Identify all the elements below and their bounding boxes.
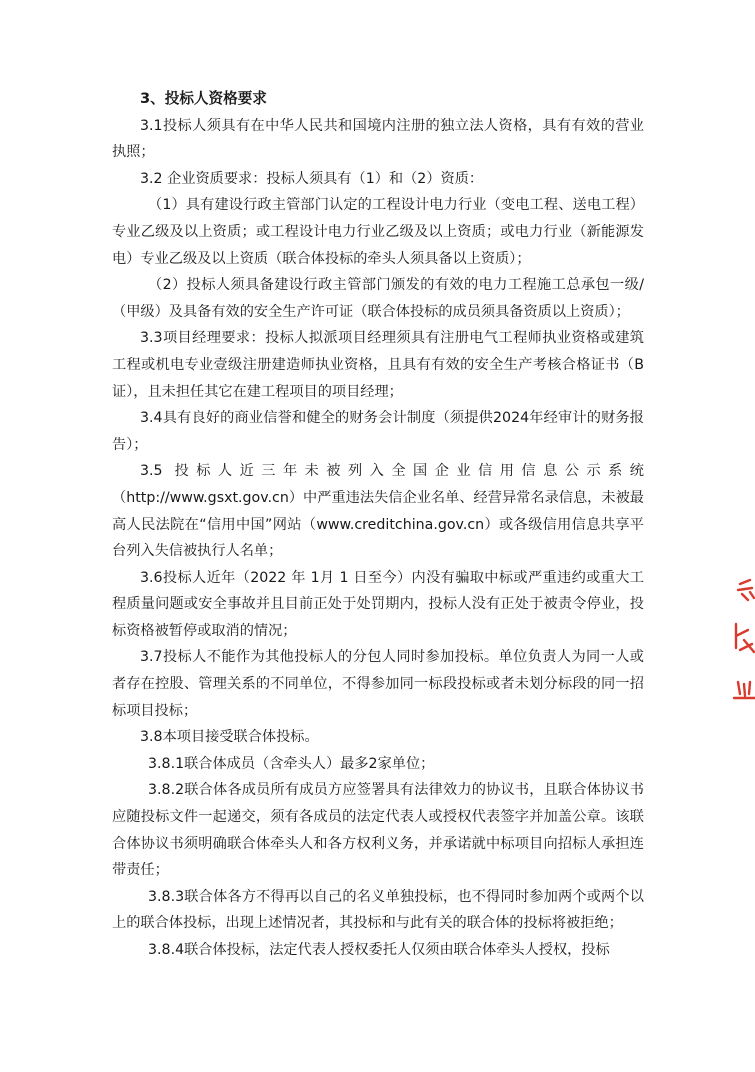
paragraph-3-8-3: 3.8.3联合体各方不得再以自己的名义单独投标，也不得同时参加两个或两个以上的联合体投标，出现上述情况者，其投标和与此有关的联合体的投标将被拒绝； <box>112 888 644 932</box>
paragraph-3-2-2: （2）投标人须具备建设行政主管部门颁发的有效的电力工程施工总承包一级/（甲级）及具备有效的安全生产许可证（联合体投标的成员须具备资质以上资质）； <box>112 277 644 320</box>
paragraph-3-6: 3.6投标人近年（2022 年 1月 1 日至今）内没有骗取中标或严重违约或重大工程质量问题或安全事故并且目前正处于处罚期内，投标人没有正处于被责令停业，投标资格被暂停或取消的情况； <box>112 569 644 639</box>
red-seal-stamp-edge <box>728 578 755 706</box>
paragraph-3-3: 3.3项目经理要求：投标人拟派项目经理须具有注册电气工程师执业资格或建筑工程或机电专业壹级注册建造师执业资格，且具有有效的安全生产考核合格证书（B证），且未担任其它在建工程项目的项目经理； <box>112 330 644 400</box>
paragraph-3-4: 3.4具有良好的商业信誉和健全的财务会计制度（须提供2024年经审计的财务报告）； <box>112 410 644 453</box>
paragraph-3-8: 3.8本项目接受联合体投标。 <box>140 729 319 746</box>
paragraph-3-2-1: （1）具有建设行政主管部门认定的工程设计电力行业（变电工程、送电工程）专业乙级及以上资质；或工程设计电力行业乙级及以上资质；或电力行业（新能源发电）专业乙级及以上资质（联合体投标的牵头人须具备以上资质）； <box>112 197 644 267</box>
paragraph-3-2: 3.2 企业资质要求：投标人须具有（1）和（2）资质： <box>140 170 484 187</box>
document-body <box>112 86 644 964</box>
paragraph-3-8-2: 3.8.2联合体各成员所有成员方应签署具有法律效力的协议书，且联合体协议书应随投标文件一起递交，须有各成员的法定代表人或授权代表签字并加盖公章。该联合体协议书须明确联合体牵头人和各方权利义务，并承诺就中标项目向招标人承担连带责任； <box>112 782 644 879</box>
paragraph-3-5: 3.5 投标人近三年未被列入全国企业信用信息公示系统（http://www.gsxt.gov.cn）中严重违法失信企业名单、经营异常名录信息，未被最高人民法院在“信用中国”网站（www.creditchina.gov.cn）或各级信用信息共享平台列入失信被执行人名单； <box>112 463 644 560</box>
paragraph-3-8-4: 3.8.4联合体投标，法定代表人授权委托人仅须由联合体牵头人授权，投标 <box>148 942 610 958</box>
paragraph-3-8-1: 3.8.1联合体成员（含牵头人）最多2家单位； <box>148 755 435 772</box>
paragraph-3-7: 3.7投标人不能作为其他投标人的分包人同时参加投标。单位负责人为同一人或者存在控股、管理关系的不同单位，不得参加同一标段投标或者未划分标段的同一招标项目投标； <box>112 649 644 719</box>
section-heading: 3、投标人资格要求 <box>140 90 267 107</box>
paragraph-3-1: 3.1投标人须具有在中华人民共和国境内注册的独立法人资格，具有有效的营业执照； <box>112 117 644 161</box>
